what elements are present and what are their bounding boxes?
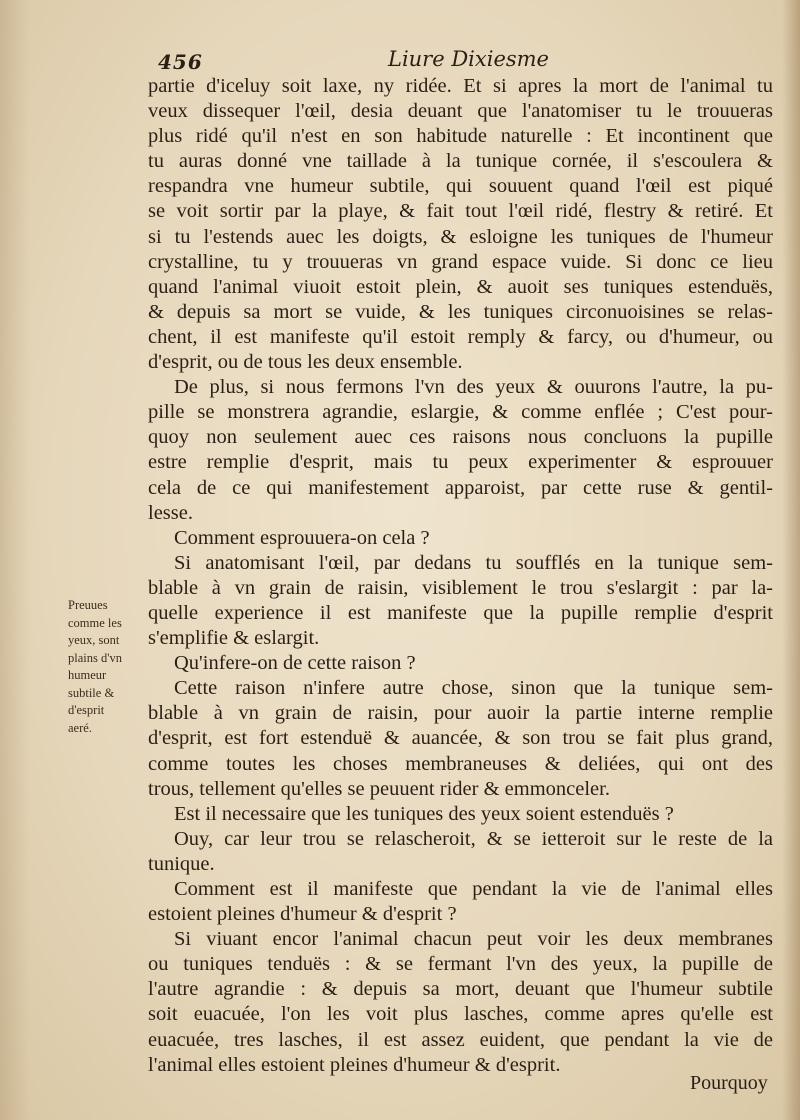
text-line: d'esprit, ou de tous les deux ensemble. — [148, 351, 463, 374]
marginal-note-line: Preuues — [68, 598, 108, 612]
text-line: blable à vn grain de raisin, visiblement le trou s'eslargit : par la- — [148, 576, 773, 599]
text-line: crystalline, tu y trouueras vn grand espace vuide. Si donc ce lieu — [148, 250, 773, 273]
text-line: Comment est il manifeste que pendant la vie de l'animal elles — [174, 878, 773, 900]
page-number: 456 — [158, 50, 203, 74]
text-line: quoy non seulement auec ces raisons nous concluons la pupille — [148, 426, 773, 449]
marginal-note-line: plains d'vn — [68, 650, 122, 665]
body-text — [148, 74, 773, 1078]
text-line: estoient pleines d'humeur & d'esprit ? — [148, 903, 457, 926]
text-line: trous, tellement qu'elles se peuuent rider & emmonceler. — [148, 777, 610, 800]
marginal-note-line: subtile & — [68, 685, 115, 700]
marginal-note-line: aeré. — [68, 720, 92, 735]
text-line: tu auras donné vne taillade à la tunique cornée, il s'escoulera & — [148, 150, 773, 173]
text-line: pille se monstrera agrandie, eslargie, & comme enflée ; C'est pour- — [148, 401, 773, 424]
page-gutter-shadow — [0, 0, 30, 1120]
text-line: Cette raison n'infere autre chose, sinon que la tunique sem- — [174, 677, 773, 700]
text-line: Qu'infere-on de cette raison ? — [174, 652, 416, 675]
text-line: comme toutes les choses membraneuses & deliées, qui ont des — [148, 752, 773, 775]
text-line: partie d'iceluy soit laxe, ny ridée. Et si apres la mort de l'animal tu — [148, 75, 773, 97]
text-line: plus ridé qu'il n'est en son habitude naturelle : Et incontinent que — [148, 125, 773, 148]
text-line: s'emplifie & eslargit. — [148, 627, 320, 650]
text-line: si tu l'estends auec les doigts, & esloigne les tuniques de l'humeur — [148, 225, 773, 248]
text-line: soit euacuée, l'on les voit plus lasches, comme apres qu'elle est — [148, 1003, 773, 1026]
text-line: ou tuniques tenduës : & se fermant l'vn des yeux, la pupille de — [148, 953, 773, 976]
text-line: De plus, si nous fermons l'vn des yeux & ouurons l'autre, la pu- — [174, 376, 773, 399]
marginal-note — [68, 597, 154, 737]
text-line: euacuée, tres lasches, il est assez euident, que pendant la vie de — [148, 1028, 773, 1051]
marginal-note-line: humeur — [68, 668, 107, 682]
text-line: quand l'animal viuoit estoit plein, & auoit ses tuniques estenduës, — [148, 275, 773, 298]
text-line: quelle experience il est manifeste que la pupille remplie d'esprit — [148, 601, 773, 624]
marginal-note-line: comme les — [68, 615, 122, 630]
text-line: l'animal elles estoient pleines d'humeur & d'esprit. — [148, 1053, 561, 1076]
text-line: chent, il est manifeste qu'il estoit remply & farcy, ou d'humeur, ou — [148, 325, 773, 348]
text-line: blable à vn grain de raisin, pour auoir la partie interne remplie — [148, 702, 773, 725]
text-line: cela de ce qui manifestement apparoist, par cette ruse & gentil- — [148, 476, 773, 499]
page-edge-shadow — [782, 0, 800, 1120]
text-line: respandra vne humeur subtile, qui souuent quand l'œil est piqué — [148, 175, 773, 198]
running-head: Liure Dixiesme — [388, 47, 549, 71]
text-line: & depuis sa mort se vuide, & les tuniques circonuoisines se relas- — [148, 300, 773, 323]
text-line: d'esprit, est fort estenduë & auancée, & son trou se fait plus grand, — [148, 727, 773, 750]
text-line: l'autre agrandie : & depuis sa mort, deuant que l'humeur subtile — [148, 978, 773, 1001]
text-line: se voit sortir par la playe, & fait tout l'œil ridé, flestry & retiré. Et — [148, 200, 773, 223]
marginal-note-line: yeux, sont — [68, 633, 120, 647]
catchword: Pourquoy — [690, 1072, 768, 1094]
text-line: Comment esprouuera-on cela ? — [174, 526, 430, 549]
text-line: Si anatomisant l'œil, par dedans tu soufflés en la tunique sem- — [174, 551, 773, 574]
text-line: Est il necessaire que les tuniques des yeux soient estenduës ? — [174, 802, 674, 825]
marginal-note-line: d'esprit — [68, 703, 105, 717]
text-line: estre remplie d'esprit, mais tu peux experimenter & esprouuer — [148, 451, 773, 474]
text-line: tunique. — [148, 852, 215, 875]
text-line: Ouy, car leur trou se relascheroit, & se ietteroit sur le reste de la — [174, 827, 773, 850]
text-line: lesse. — [148, 501, 193, 524]
text-line: Si viuant encor l'animal chacun peut voir les deux membranes — [174, 928, 773, 951]
text-line: veux dissequer l'œil, desia deuant que l'anatomiser tu le trouueras — [148, 100, 773, 123]
